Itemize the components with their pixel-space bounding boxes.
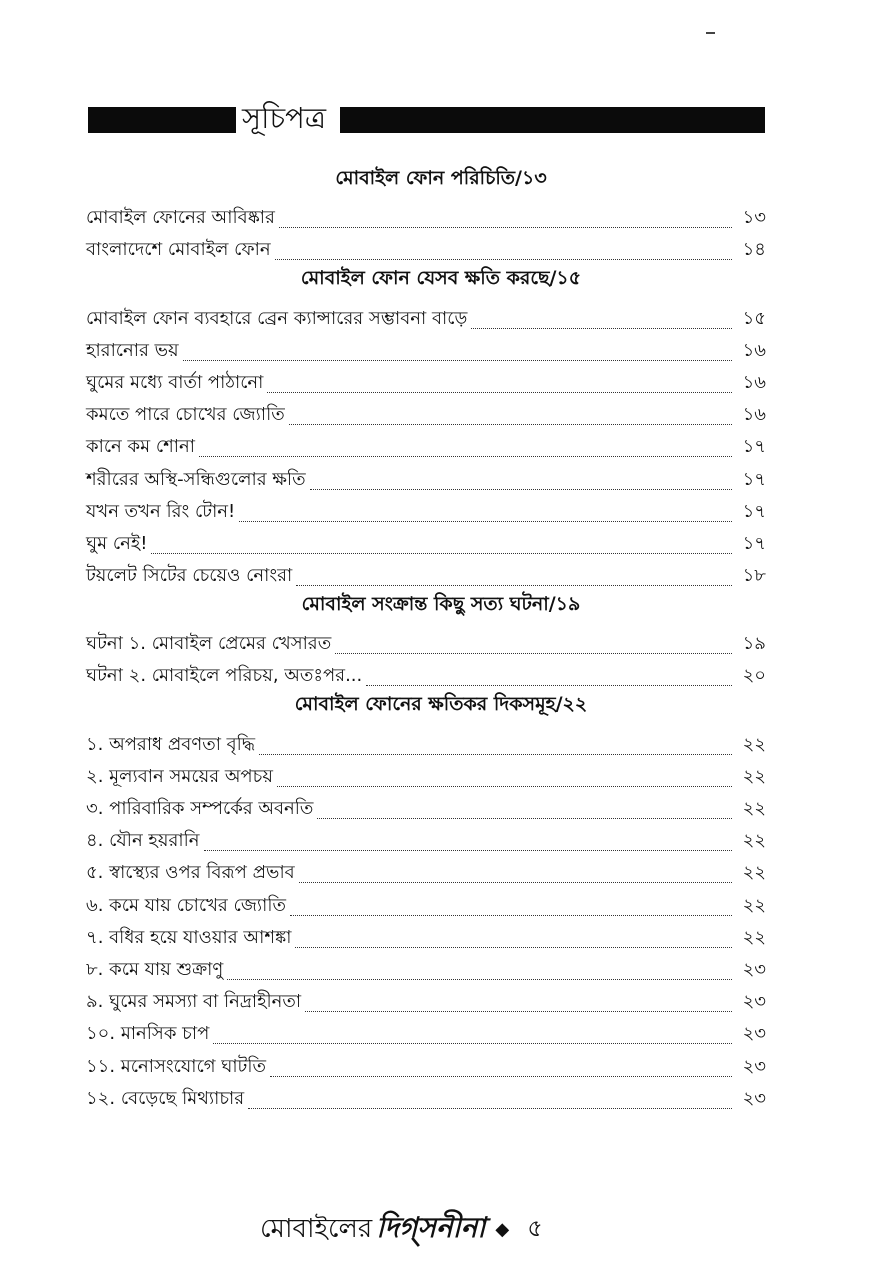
toc-entry xyxy=(86,1014,766,1046)
dot-leader xyxy=(204,849,733,851)
toc-entry-label: কানে কম শোনা xyxy=(86,436,195,458)
dot-leader xyxy=(471,327,732,329)
toc-entry xyxy=(86,1079,766,1111)
dot-leader xyxy=(317,817,732,819)
toc-entry-page: ১৪ xyxy=(742,239,766,261)
toc-entry-page: ১৮ xyxy=(742,565,766,587)
toc-entry-page: ১৭ xyxy=(742,532,766,554)
toc-entry xyxy=(86,298,766,330)
toc-entry-label: টয়লেট সিটের চেয়েও নোংরা xyxy=(86,565,293,587)
toc-entry-page: ১৭ xyxy=(742,468,766,490)
toc-entry xyxy=(86,656,766,688)
toc-entry-label: যখন তখন রিং টোন! xyxy=(86,500,236,522)
toc-entry-page: ২২ xyxy=(742,926,766,948)
bullet-icon: ◆ xyxy=(495,1219,510,1240)
dot-leader xyxy=(239,520,732,522)
toc-entry-label: মোবাইল ফোন ব্যবহারে ব্রেন ক্যান্সারের সম্ভাবনা বাড়ে xyxy=(86,307,468,329)
dot-leader xyxy=(259,753,732,755)
toc-entry-page: ২২ xyxy=(742,862,766,884)
toc-entry xyxy=(86,950,766,982)
toc-entry-label: শরীরের অস্থি-সন্ধিগুলোর ক্ষতি xyxy=(86,468,306,490)
toc-entry-label: হারানোর ভয় xyxy=(86,339,179,361)
toc-entry-label: বাংলাদেশে মোবাইল ফোন xyxy=(86,239,271,261)
dot-leader xyxy=(275,258,732,260)
toc-entry-label: ১১. মনোসংযোগে ঘাটতি xyxy=(86,1055,267,1077)
scan-speck xyxy=(706,32,715,34)
page-title: সূচিপত্র xyxy=(242,101,327,135)
toc-entry-label: ৩. পারিবারিক সম্পর্কের অবনতি xyxy=(86,798,314,819)
toc-entry-page: ২২ xyxy=(742,894,766,916)
toc-entry xyxy=(86,230,766,262)
toc-entry-page: ১৯ xyxy=(742,633,766,655)
dot-leader xyxy=(277,785,732,787)
toc-entry xyxy=(86,724,766,756)
toc-entry xyxy=(86,427,766,459)
toc-entry xyxy=(86,1046,766,1078)
dot-leader xyxy=(248,1107,732,1109)
dot-leader xyxy=(267,391,732,393)
toc-entry xyxy=(86,982,766,1014)
toc-entry xyxy=(86,331,766,363)
toc-entry xyxy=(86,757,766,789)
toc-entry xyxy=(86,624,766,656)
footer-book-prefix: মোবাইলের xyxy=(260,1213,373,1244)
toc-entry-page: ২৩ xyxy=(742,958,766,980)
section-heading: মোবাইল ফোন পরিচিতি/১৩ xyxy=(335,167,547,189)
dot-leader xyxy=(299,881,732,883)
section-heading: মোবাইল সংক্রান্ত কিছু সত্য ঘটনা/১৯ xyxy=(301,593,581,616)
toc-entry-label: ৯. ঘুমের সমস্যা বা নিদ্রাহীনতা xyxy=(86,991,302,1013)
dot-leader xyxy=(310,488,732,490)
toc-entry xyxy=(86,363,766,395)
table-of-contents xyxy=(86,162,766,1111)
toc-entry xyxy=(86,556,766,588)
toc-entry xyxy=(86,524,766,556)
toc-entry-label: ঘুমের মধ্যে বার্তা পাঠানো xyxy=(86,371,264,393)
dot-leader xyxy=(279,226,732,228)
dot-leader xyxy=(366,684,732,686)
toc-entry xyxy=(86,459,766,491)
toc-entry-label: ঘটনা ১. মোবাইল প্রেমের খেসারত xyxy=(86,633,332,655)
toc-entry xyxy=(86,821,766,853)
dot-leader xyxy=(289,423,732,425)
dot-leader xyxy=(199,455,732,457)
toc-entry xyxy=(86,395,766,427)
toc-entry-label: ঘটনা ২. মোবাইলে পরিচয়, অতঃপর... xyxy=(86,665,363,687)
footer-book-brand: দিগ্‌সনীনা xyxy=(376,1211,486,1244)
toc-entry-page: ২২ xyxy=(742,765,766,787)
section-heading: মোবাইল ফোন যেসব ক্ষতি করছে/১৫ xyxy=(300,267,582,290)
toc-entry-label: কমতে পারে চোখের জ্যোতি xyxy=(86,404,285,426)
toc-entry-label: ৮. কমে যায় শুক্রাণু xyxy=(86,958,224,980)
toc-entry-page: ২৩ xyxy=(742,1087,766,1109)
toc-entry xyxy=(86,789,766,821)
toc-entry-label: মোবাইল ফোনের আবিষ্কার xyxy=(86,207,275,229)
toc-entry-page: ১৫ xyxy=(742,307,766,329)
toc-entry-page: ২৩ xyxy=(742,1023,766,1045)
toc-entry-label: ৭. বধির হয়ে যাওয়ার আশঙ্কা xyxy=(86,926,292,948)
dot-leader xyxy=(183,359,732,361)
toc-entry-page: ২২ xyxy=(742,798,766,819)
toc-entry xyxy=(86,853,766,885)
toc-entry xyxy=(86,198,766,230)
toc-entry xyxy=(86,918,766,950)
toc-entry xyxy=(86,492,766,524)
toc-entry-page: ১৭ xyxy=(742,436,766,458)
dot-leader xyxy=(227,978,732,980)
toc-entry-label: ১২. বেড়েছে মিথ্যাচার xyxy=(86,1087,245,1109)
toc-entry-label: ২. মূল্যবান সময়ের অপচয় xyxy=(86,765,273,787)
toc-entry-page: ১৩ xyxy=(742,207,766,229)
toc-entry-page: ২৩ xyxy=(742,991,766,1013)
dot-leader xyxy=(305,1010,732,1012)
contents-banner xyxy=(88,101,765,136)
toc-entry-label: ৬. কমে যায় চোখের জ্যোতি xyxy=(86,894,287,916)
toc-entry-page: ২২ xyxy=(742,733,766,755)
toc-entry-page: ১৭ xyxy=(742,500,766,522)
dot-leader xyxy=(296,584,732,586)
banner-bar-right xyxy=(340,107,765,133)
toc-entry-page: ১৬ xyxy=(742,404,766,426)
banner-bar-left xyxy=(88,107,236,133)
toc-entry-page: ২৩ xyxy=(742,1055,766,1077)
dot-leader xyxy=(151,552,732,554)
toc-entry-label: ঘুম নেই! xyxy=(86,532,148,554)
toc-entry-page: ১৬ xyxy=(742,371,766,393)
dot-leader xyxy=(290,914,732,916)
toc-entry-page: ১৬ xyxy=(742,339,766,361)
toc-entry-page: ২০ xyxy=(742,665,766,687)
dot-leader xyxy=(295,946,732,948)
toc-entry-page: ২২ xyxy=(742,830,766,852)
dot-leader xyxy=(270,1075,732,1077)
toc-entry-label: ৫. স্বাস্থ্যের ওপর বিরূপ প্রভাব xyxy=(86,862,295,884)
toc-entry xyxy=(86,885,766,917)
footer-page-number: ৫ xyxy=(527,1213,543,1242)
toc-entry-label: ৪. যৌন হয়রানি xyxy=(86,830,200,852)
dot-leader xyxy=(335,652,732,654)
toc-entry-label: ১০. মানসিক চাপ xyxy=(86,1023,210,1045)
page-footer xyxy=(260,1206,543,1253)
section-heading: মোবাইল ফোনের ক্ষতিকর দিকসমূহ/২২ xyxy=(294,693,588,716)
dot-leader xyxy=(213,1042,732,1044)
toc-entry-label: ১. অপরাধ প্রবণতা বৃদ্ধি xyxy=(86,733,256,755)
